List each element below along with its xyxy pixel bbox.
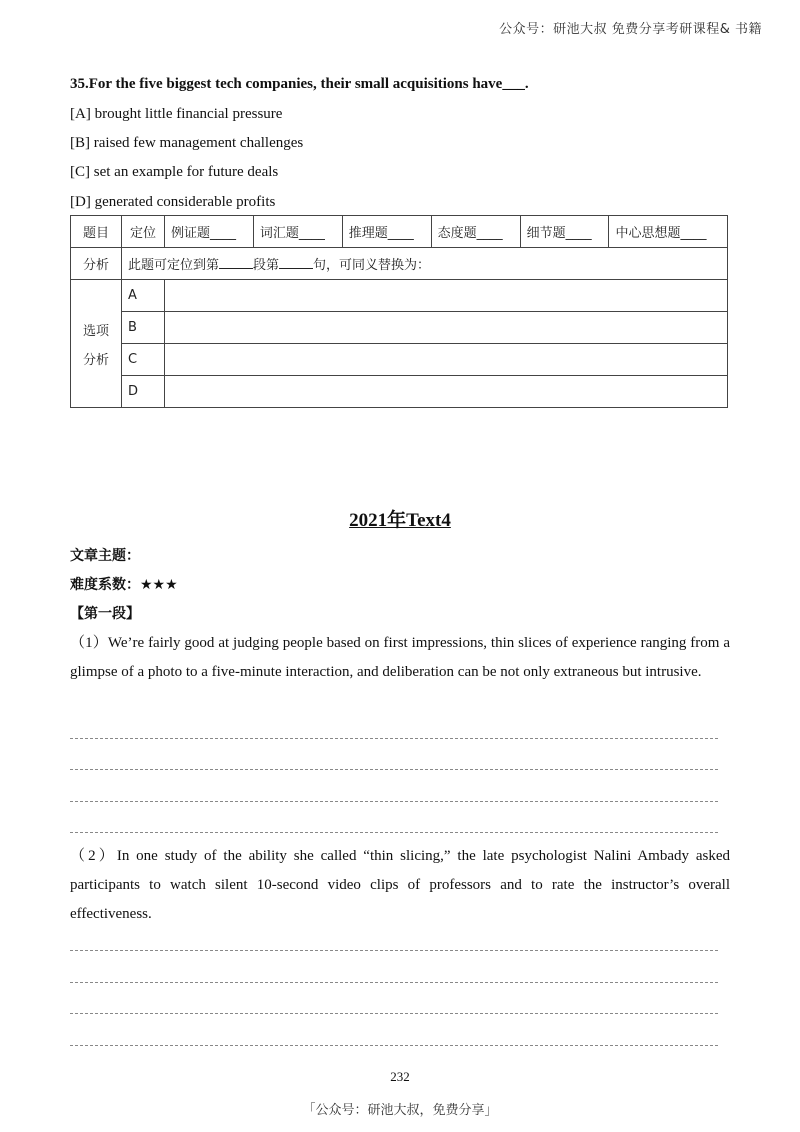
option-label-top: 选项 <box>82 323 109 339</box>
option-c: [C] set an example for future deals <box>70 164 279 180</box>
page-number: 232 <box>390 1069 410 1084</box>
sentence-1: （1）We’re fairly good at judging people based on first impressions, thin slices of experience ranging from a glimpse of a photo to a five-minute interaction, and deliberation can be not only extraneous but intrusive. <box>70 635 730 680</box>
footer-watermark-note: 「公众号：研池大叔，免费分享」 <box>302 1103 498 1118</box>
locate-text-2: 段第 <box>253 258 280 273</box>
answer-line <box>70 769 718 770</box>
option-row-d <box>71 376 728 408</box>
sentence-2: （2）In one study of the ability she called “thin slicing,” the late psychologist Nalini Ambady asked participants to watch silent 10-second video clips of professors and to rate the instructor’s overall effectiveness. <box>70 848 730 922</box>
answer-line <box>70 1013 718 1014</box>
analysis-table <box>70 215 728 408</box>
blank-paragraph <box>219 256 253 269</box>
type-vocabulary: 词汇题____ <box>253 216 342 248</box>
option-answer-a <box>165 280 728 312</box>
answer-line <box>70 1045 718 1046</box>
answer-line <box>70 950 718 951</box>
option-a: [A] brought little financial pressure <box>70 106 283 122</box>
locate-text-1: 此题可定位到第 <box>128 258 220 273</box>
option-letter-a: A <box>122 280 165 312</box>
type-example: 例证题____ <box>165 216 254 248</box>
header-watermark-note: 公众号：研池大叔 免费分享考研课程& 书籍 <box>499 22 762 37</box>
answer-line <box>70 801 718 802</box>
option-answer-d <box>165 376 728 408</box>
difficulty-label: 难度系数：★★★ <box>70 577 178 593</box>
option-row-c <box>71 344 728 376</box>
type-attitude: 态度题____ <box>431 216 520 248</box>
row-label-question: 题目 <box>71 216 122 248</box>
option-letter-c: C <box>122 344 165 376</box>
type-inference: 推理题____ <box>342 216 431 248</box>
locate-row <box>71 248 728 280</box>
type-main-idea: 中心思想题____ <box>609 216 728 248</box>
type-detail: 细节题____ <box>520 216 609 248</box>
option-d: [D] generated considerable profits <box>70 194 276 210</box>
option-letter-b: B <box>122 312 165 344</box>
question-stem: 35.For the five biggest tech companies, their small acquisitions have___. <box>70 76 529 92</box>
locate-cell <box>122 248 728 280</box>
theme-label: 文章主题： <box>70 548 140 564</box>
option-analysis-label <box>71 280 122 408</box>
paragraph-label: 【第一段】 <box>70 606 140 622</box>
answer-line <box>70 832 718 833</box>
option-answer-c <box>165 344 728 376</box>
locate-text-3: 句，可同义替换为： <box>313 258 431 273</box>
option-row-a <box>71 280 728 312</box>
answer-line <box>70 738 718 739</box>
question-type-row <box>71 216 728 248</box>
row-label-analysis: 分析 <box>71 248 122 280</box>
option-label-bottom: 分析 <box>82 352 109 368</box>
blank-sentence <box>279 256 313 269</box>
section-title: 2021年Text4 <box>349 510 451 531</box>
option-b: [B] raised few management challenges <box>70 135 304 151</box>
option-letter-d: D <box>122 376 165 408</box>
option-answer-b <box>165 312 728 344</box>
answer-line <box>70 982 718 983</box>
type-locate: 定位 <box>122 216 165 248</box>
option-row-b <box>71 312 728 344</box>
